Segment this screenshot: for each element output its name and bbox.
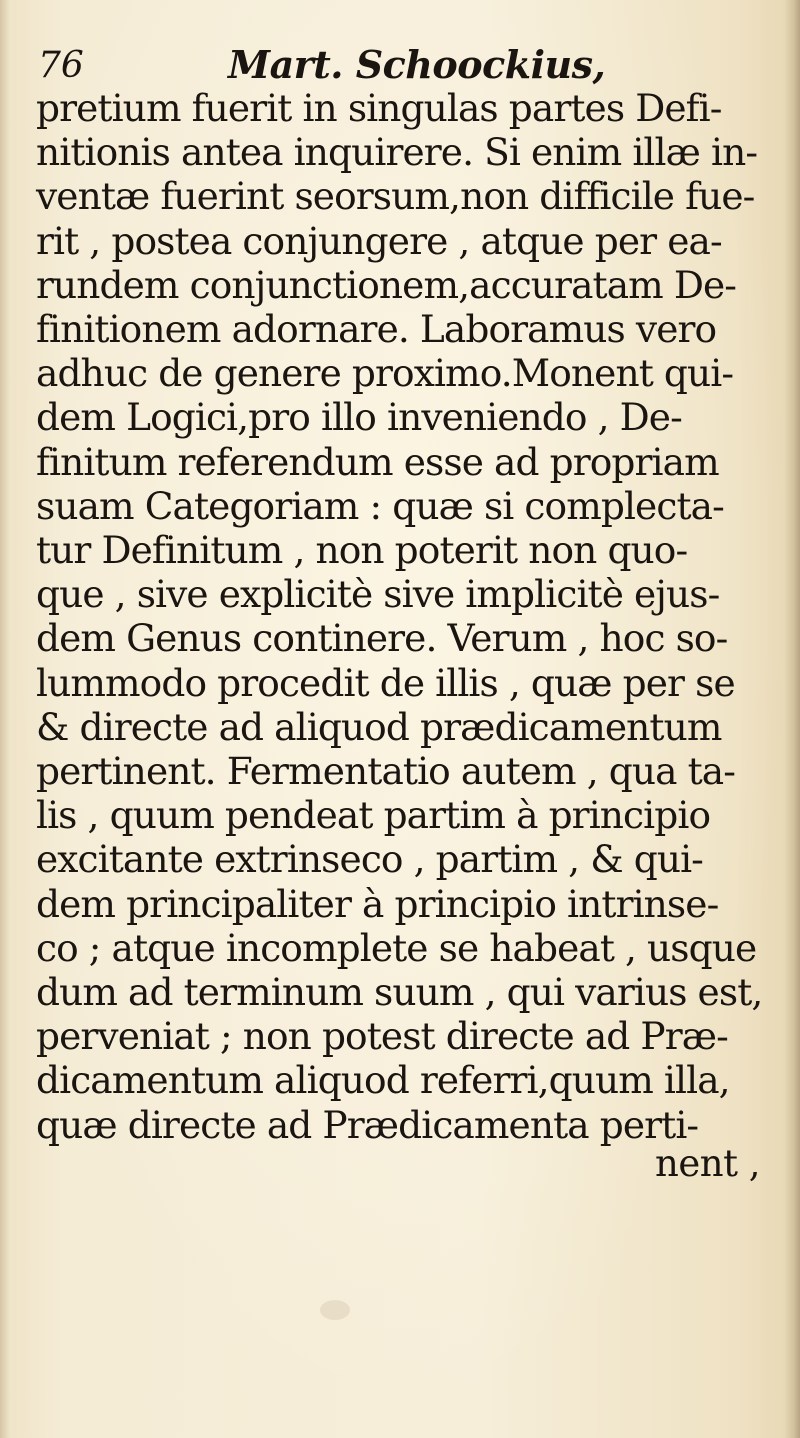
text-line: dum ad terminum suum , qui varius est,: [36, 970, 763, 1015]
text-line: pretium fuerit in singulas partes Defi-: [36, 86, 722, 130]
text-line: dem principaliter à principio intrinse-: [36, 881, 719, 926]
text-line: finitionem adornare. Laboramus vero: [36, 307, 717, 352]
text-line: perveniat ; non potest directe ad Præ-: [36, 1014, 728, 1059]
text-line: dem Logici,pro illo inveniendo , De-: [36, 395, 682, 440]
text-line: rit , postea conjungere , atque per ea-: [36, 218, 722, 263]
text-line: quæ directe ad Prædicamenta perti-: [36, 1102, 699, 1147]
text-line: que , sive explicitè sive implicitè ejus-: [36, 572, 720, 617]
text-line: lis , quum pendeat partim à principio: [36, 793, 711, 838]
running-head: Mart. Schoockius,: [228, 42, 606, 87]
text-line: dem Genus continere. Verum , hoc so-: [36, 616, 728, 661]
text-line: finitum referendum esse ad propriam: [36, 439, 719, 484]
text-line: dicamentum aliquod referri,quum illa,: [36, 1058, 730, 1103]
text-line: pertinent. Fermentatio autem , qua ta-: [36, 749, 735, 794]
text-line: rundem conjunctionem,accuratam De-: [36, 262, 737, 307]
text-line: suam Categoriam : quæ si complecta-: [36, 483, 724, 528]
paper-stain: [320, 1300, 350, 1320]
page-gutter-shadow: [0, 0, 10, 1438]
text-line: co ; atque incomplete se habeat , usque: [36, 925, 757, 970]
catchword: nent ,: [655, 1142, 760, 1185]
text-line: tur Definitum , non poterit non quo-: [36, 528, 688, 573]
text-line: lummodo procedit de illis , quæ per se: [36, 660, 735, 705]
text-line: & directe ad aliquod prædicamentum: [36, 704, 722, 749]
text-line: excitante extrinseco , partim , & qui-: [36, 837, 703, 882]
page-edge-shadow: [784, 0, 800, 1438]
page-number: 76: [38, 45, 84, 86]
text-line: ventæ fuerint seorsum,non difficile fue-: [36, 174, 755, 219]
text-line: nitionis antea inquirere. Si enim illæ in-: [36, 130, 758, 175]
body-text: [36, 86, 768, 1147]
text-line: adhuc de genere proximo.Monent qui-: [36, 351, 734, 396]
